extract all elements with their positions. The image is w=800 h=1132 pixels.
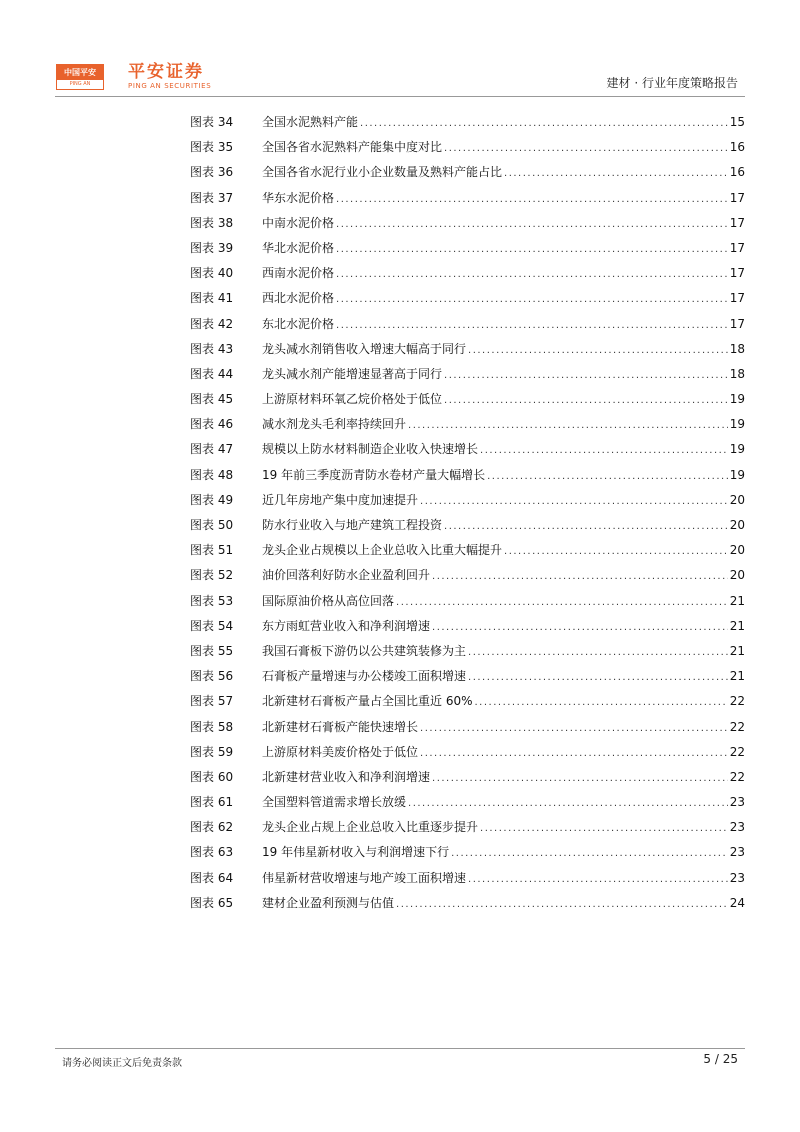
toc-entry[interactable]: [190, 189, 745, 214]
figure-title: 龙头减水剂销售收入增速大幅高于同行: [262, 341, 467, 356]
figure-title: 龙头企业占规模以上企业总收入比重大幅提升: [262, 543, 503, 558]
figure-number: 图表 65: [190, 895, 234, 910]
page-ref: 17: [729, 240, 745, 255]
toc-entry[interactable]: [190, 491, 745, 516]
dot-leader: [396, 597, 728, 608]
figure-number: 图表 64: [190, 870, 234, 885]
toc-entry[interactable]: [190, 566, 745, 591]
toc-entry[interactable]: [190, 818, 745, 843]
toc-entry[interactable]: [190, 113, 745, 138]
brand-name-cn: 平安证券: [128, 62, 204, 82]
figure-number: 图表 39: [190, 240, 234, 255]
figure-title: 东北水泥价格: [262, 316, 335, 331]
page-ref: 21: [729, 669, 745, 684]
toc-entry[interactable]: [190, 894, 745, 919]
dot-leader: [504, 546, 728, 557]
pingan-logo-icon: [56, 64, 104, 90]
page-ref: 20: [729, 543, 745, 558]
figure-title: 减水剂龙头毛利率持续回升: [262, 417, 407, 432]
brand-name-en: PING AN SECURITIES: [128, 82, 212, 90]
dot-leader: [396, 899, 728, 910]
figure-number: 图表 42: [190, 316, 234, 331]
dot-leader: [336, 194, 728, 205]
brand-name: [128, 62, 211, 91]
toc-entry[interactable]: [190, 264, 745, 289]
toc-entry[interactable]: [190, 692, 745, 717]
page-ref: 20: [729, 492, 745, 507]
figure-title: 防水行业收入与地产建筑工程投资: [262, 518, 443, 532]
figure-number: 图表 43: [190, 341, 234, 356]
figure-number: 图表 55: [190, 643, 234, 658]
figure-title: 北新建材石膏板产量占全国比重近 60%: [262, 694, 473, 709]
figure-number: 图表 53: [190, 593, 234, 608]
page-ref: 17: [729, 266, 745, 281]
toc-entry[interactable]: [190, 289, 745, 314]
figure-title: 国际原油价格从高位回落: [262, 593, 395, 608]
toc-entry[interactable]: [190, 718, 745, 743]
figure-title: 龙头减水剂产能增速显著高于同行: [262, 366, 443, 381]
toc-entry[interactable]: [190, 516, 745, 541]
figure-number: 图表 49: [190, 492, 234, 507]
figure-title: 龙头企业占规上企业总收入比重逐步提升: [262, 820, 479, 835]
figure-number: 图表 58: [190, 719, 234, 734]
page-ref: 20: [729, 518, 745, 532]
toc-entry[interactable]: [190, 466, 745, 491]
figure-number: 图表 52: [190, 568, 234, 583]
page-ref: 15: [729, 115, 745, 129]
dot-leader: [475, 697, 728, 708]
toc-entry[interactable]: [190, 793, 745, 818]
figure-title: 石膏板产量增速与办公楼竣工面积增速: [262, 669, 467, 684]
page-ref: 17: [729, 291, 745, 306]
figure-title: 规模以上防水材料制造企业收入快速增长: [262, 442, 479, 457]
page-ref: 23: [729, 870, 745, 885]
figure-title: 西北水泥价格: [262, 291, 335, 306]
dot-leader: [432, 571, 728, 582]
toc-entry[interactable]: [190, 163, 745, 188]
toc-entry[interactable]: [190, 214, 745, 239]
logo-bottom-text: PING AN: [69, 81, 91, 87]
figure-number: 图表 38: [190, 215, 234, 230]
page-ref: 23: [729, 845, 745, 860]
figure-number: 图表 44: [190, 366, 234, 381]
page-ref: 20: [729, 568, 745, 583]
report-title: 建材 · 行业年度策略报告: [606, 76, 738, 90]
figure-number: 图表 41: [190, 291, 234, 306]
figure-number: 图表 46: [190, 417, 234, 432]
figure-number: 图表 36: [190, 165, 234, 180]
toc-entry[interactable]: [190, 667, 745, 692]
figure-title: 我国石膏板下游仍以公共建筑装修为主: [262, 643, 467, 658]
page-ref: 23: [729, 795, 745, 810]
disclaimer-note: 请务必阅读正文后免责条款: [62, 1058, 182, 1069]
dot-leader: [487, 471, 728, 482]
figure-number: 图表 61: [190, 795, 234, 810]
dot-leader: [408, 798, 728, 809]
dot-leader: [444, 521, 728, 532]
dot-leader: [336, 244, 728, 255]
dot-leader: [336, 219, 728, 230]
page-ref: 17: [729, 215, 745, 230]
figure-title: 19 年伟星新材收入与利润增速下行: [262, 845, 450, 860]
page-ref: 19: [729, 467, 745, 482]
toc-entry[interactable]: [190, 138, 745, 163]
figure-number: 图表 59: [190, 744, 234, 759]
figure-title: 华北水泥价格: [262, 240, 335, 255]
figure-number: 图表 62: [190, 820, 234, 835]
figure-title: 建材企业盈利预测与估值: [262, 895, 395, 910]
figure-title: 全国各省水泥行业小企业数量及熟料产能占比: [262, 165, 503, 180]
toc-entry[interactable]: [190, 642, 745, 667]
page-ref: 22: [729, 769, 745, 784]
dot-leader: [444, 370, 728, 381]
toc-entry[interactable]: [190, 239, 745, 264]
toc-entry[interactable]: [190, 743, 745, 768]
figure-index-list: [190, 113, 745, 919]
figure-number: 图表 50: [190, 518, 234, 532]
figure-number: 图表 34: [190, 115, 234, 129]
page-header: [0, 0, 800, 100]
figure-title: 全国水泥熟料产能: [262, 115, 359, 129]
page-ref: 22: [729, 694, 745, 709]
toc-entry[interactable]: [190, 415, 745, 440]
toc-entry[interactable]: [190, 592, 745, 617]
dot-leader: [504, 168, 728, 179]
figure-number: 图表 48: [190, 467, 234, 482]
figure-title: 上游原材料美废价格处于低位: [262, 744, 419, 759]
page-ref: 17: [729, 190, 745, 205]
toc-entry[interactable]: [190, 869, 745, 894]
figure-title: 全国各省水泥熟料产能集中度对比: [262, 140, 443, 155]
figure-title: 上游原材料环氧乙烷价格处于低位: [262, 392, 443, 407]
page-ref: 19: [729, 392, 745, 407]
dot-leader: [420, 496, 728, 507]
figure-number: 图表 40: [190, 266, 234, 281]
toc-entry[interactable]: [190, 768, 745, 793]
page-ref: 22: [729, 744, 745, 759]
dot-leader: [432, 773, 728, 784]
dot-leader: [336, 294, 728, 305]
page-ref: 21: [729, 643, 745, 658]
page-ref: 17: [729, 316, 745, 331]
figure-number: 图表 51: [190, 543, 234, 558]
figure-title: 东方雨虹营业收入和净利润增速: [262, 618, 431, 633]
toc-entry[interactable]: [190, 617, 745, 642]
dot-leader: [444, 395, 728, 406]
figure-number: 图表 57: [190, 694, 234, 709]
page-ref: 22: [729, 719, 745, 734]
toc-entry[interactable]: [190, 315, 745, 340]
figure-title: 19 年前三季度沥青防水卷材产量大幅增长: [262, 467, 486, 482]
dot-leader: [432, 622, 728, 633]
figure-number: 图表 47: [190, 442, 234, 457]
dot-leader: [336, 269, 728, 280]
figure-number: 图表 56: [190, 669, 234, 684]
figure-title: 油价回落利好防水企业盈利回升: [262, 568, 431, 583]
dot-leader: [468, 647, 728, 658]
dot-leader: [360, 118, 728, 129]
header-divider: [55, 96, 745, 97]
toc-entry[interactable]: [190, 541, 745, 566]
figure-title: 北新建材营业收入和净利润增速: [262, 769, 431, 784]
figure-title: 北新建材石膏板产能快速增长: [262, 719, 419, 734]
dot-leader: [468, 874, 728, 885]
figure-title: 伟星新材营收增速与地产竣工面积增速: [262, 870, 467, 885]
figure-number: 图表 54: [190, 618, 234, 633]
toc-entry[interactable]: [190, 365, 745, 390]
figure-title: 近几年房地产集中度加速提升: [262, 492, 419, 507]
page-ref: 19: [729, 442, 745, 457]
dot-leader: [480, 823, 728, 834]
dot-leader: [468, 345, 728, 356]
dot-leader: [420, 748, 728, 759]
figure-title: 全国塑料管道需求增长放缓: [262, 795, 407, 810]
logo-top-text: 中国平安: [57, 65, 103, 80]
page-number: 5 / 25: [703, 1052, 738, 1066]
toc-entry[interactable]: [190, 340, 745, 365]
dot-leader: [480, 445, 728, 456]
page-ref: 21: [729, 593, 745, 608]
dot-leader: [336, 320, 728, 331]
figure-number: 图表 37: [190, 190, 234, 205]
figure-number: 图表 35: [190, 140, 234, 155]
dot-leader: [444, 143, 728, 154]
figure-number: 图表 45: [190, 392, 234, 407]
dot-leader: [451, 848, 728, 859]
toc-entry[interactable]: [190, 440, 745, 465]
page-ref: 16: [729, 165, 745, 180]
page-ref: 19: [729, 417, 745, 432]
toc-entry[interactable]: [190, 843, 745, 868]
page-ref: 18: [729, 341, 745, 356]
dot-leader: [408, 420, 728, 431]
dot-leader: [468, 672, 728, 683]
page-ref: 24: [729, 895, 745, 910]
figure-title: 华东水泥价格: [262, 190, 335, 205]
page-ref: 18: [729, 366, 745, 381]
toc-entry[interactable]: [190, 390, 745, 415]
figure-title: 中南水泥价格: [262, 215, 335, 230]
page-ref: 21: [729, 618, 745, 633]
page-ref: 16: [729, 140, 745, 155]
figure-number: 图表 63: [190, 845, 234, 860]
figure-number: 图表 60: [190, 769, 234, 784]
dot-leader: [420, 723, 728, 734]
footer-divider: [55, 1048, 745, 1049]
page-ref: 23: [729, 820, 745, 835]
figure-title: 西南水泥价格: [262, 266, 335, 281]
